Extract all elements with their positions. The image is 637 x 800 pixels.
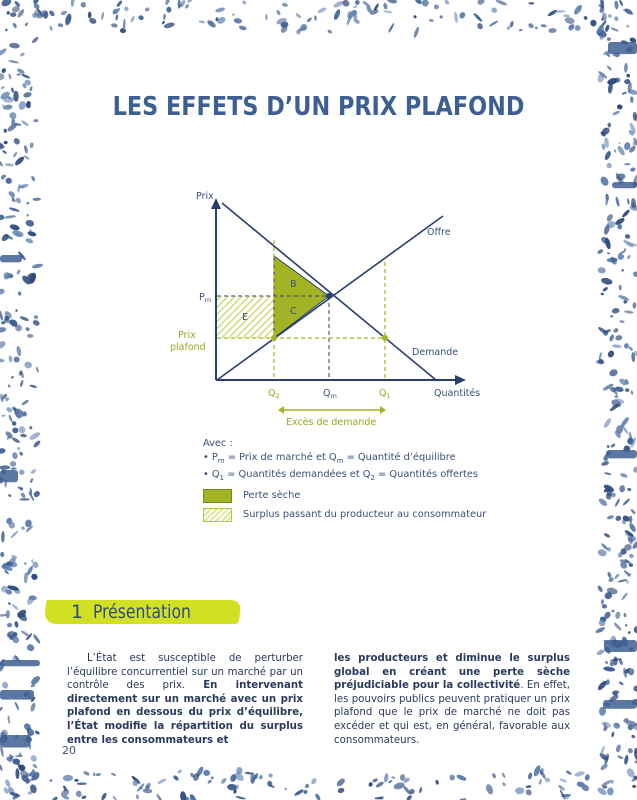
textbook-page: LES EFFETS D’UN PRIX PLAFOND Prix Quantités Offre Demande $P_m$ Prix plafond B C E $Q_2$ $Q_m$ $Q_1$ Excès de demande Avec : • $P_m$ = Prix de marché et $Q_m$ = Quantité d’équilibre • $Q_1$ = Quantités demandées et $Q_2$ = Quantités offertes Perte sèche Surplus passant du producteur au consommateur 1 Présentation L’État est susceptible de perturber l’équilibre concurrentiel sur un marché par un contrôle des prix. En intervenant directement sur un marché avec un prix plafond en dessous du prix d’équilibre, l’État modifie la répartition du surplus entre les consommateurs et les producteurs et diminue le surplus global en créant une perte sèche préjudiciable pour la collectivité. En effet, les pouvoirs publics peuvent pratiquer un prix plafond que le prix de marché ne doit pas excéder et qui est, en général, favorable aux consommateurs. 20 bbox=[0, 0, 637, 800]
shortage-label: Excès de demande bbox=[286, 417, 377, 428]
q2-label: $Q_2$ bbox=[268, 388, 280, 400]
area-e-label: E bbox=[242, 312, 249, 323]
supply-label: Offre bbox=[427, 227, 451, 238]
section-title: Présentation bbox=[93, 601, 191, 623]
qm-label: $Q_m$ bbox=[323, 388, 337, 400]
demand-label: Demande bbox=[412, 347, 459, 358]
x-axis-label: Quantités bbox=[434, 388, 481, 399]
x-axis-arrow bbox=[455, 375, 466, 385]
body-column-left: L’État est susceptible de perturber l’équilibre concurrentiel sur un marché par un contrôle des prix. En intervenant directement sur un marché avec un prix plafond en dessous du prix d’équilibre, l’État modifie la répartition du surplus entre les consommateurs et bbox=[67, 653, 304, 746]
shortage-arrow-left-head bbox=[278, 406, 284, 414]
legend-line-q1-q2: • $Q_1$ = Quantités demandées et $Q_2$ = Quantités offertes bbox=[203, 468, 478, 482]
section-number: 1 bbox=[71, 601, 84, 623]
area-c-label: C bbox=[290, 306, 297, 317]
pm-label: $P_m$ bbox=[199, 292, 212, 304]
q1-point bbox=[382, 335, 388, 341]
section-heading bbox=[45, 596, 245, 628]
transfer-swatch bbox=[203, 508, 232, 522]
page-number: 20 bbox=[62, 744, 76, 757]
ceiling-label-line2: plafond bbox=[170, 342, 206, 353]
ceiling-label-line1: Prix bbox=[178, 330, 196, 341]
equilibrium-point bbox=[326, 293, 332, 299]
y-axis-label: Prix bbox=[196, 191, 214, 202]
deadweight-swatch bbox=[203, 489, 232, 503]
area-b-label: B bbox=[290, 279, 297, 290]
shortage-arrow-right-head bbox=[380, 406, 386, 414]
q2-point bbox=[271, 335, 277, 341]
q1-label: $Q_1$ bbox=[379, 388, 391, 400]
legend-line-pm-qm: • $P_m$ = Prix de marché et $Q_m$ = Quantité d’équilibre bbox=[203, 452, 456, 465]
legend-avec: Avec : bbox=[203, 438, 233, 449]
page-title: LES EFFETS D’UN PRIX PLAFOND bbox=[112, 92, 525, 122]
body-column-right: les producteurs et diminue le surplus global en créant une perte sèche préjudiciable pour la collectivité. En effet, les pouvoirs publics peuvent pratiquer un prix plafond que le prix de marché ne doit pas excéder et qui est, en général, favorable aux consommateurs. bbox=[334, 653, 570, 746]
graph-legend bbox=[203, 437, 533, 485]
